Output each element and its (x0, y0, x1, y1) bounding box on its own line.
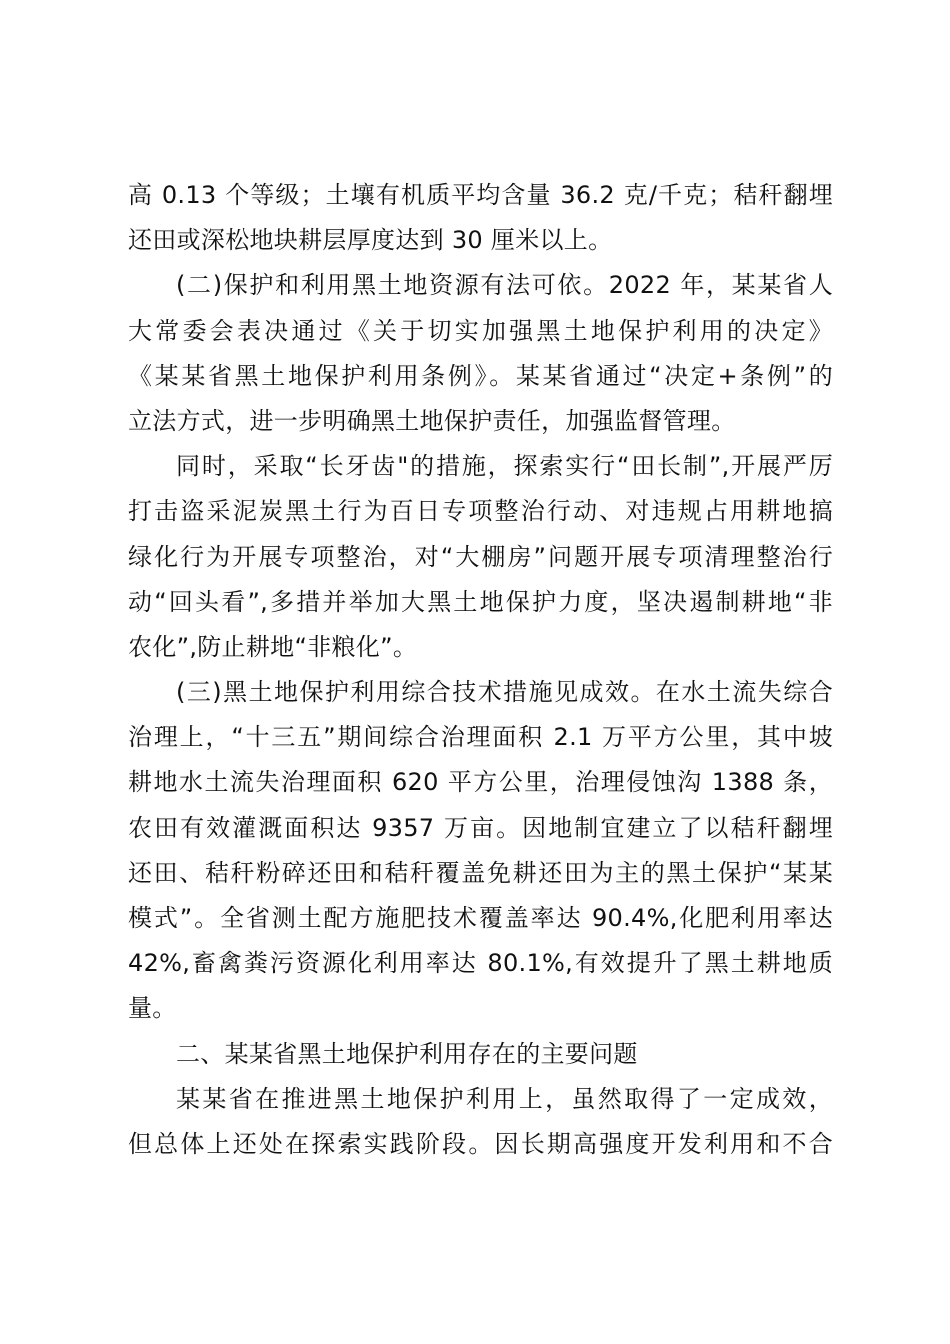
paragraph-start-line: (三)黑土地保护利用综合技术措施见成效。在水土流失综合 (176, 678, 833, 707)
paragraph-start-line: 某某省在推进黑土地保护利用上，虽然取得了一定成效， (176, 1084, 833, 1113)
text-line: 高 0.13 个等级；土壤有机质平均含量 36.2 克/千克；秸秆翻埋 (128, 181, 833, 209)
text-line: 42%,畜禽粪污资源化利用率达 80.1%,有效提升了黑土耕地质 (128, 949, 833, 978)
text-line: 立法方式，进一步明确黑土地保护责任，加强监督管理。 (128, 406, 736, 435)
text-line: 治理上，“十三五”期间综合治理面积 2.1 万平方公里，其中坡 (128, 723, 833, 752)
text-line: 打击盗采泥炭黑土行为百日专项整治行动、对违规占用耕地搞 (128, 497, 833, 526)
text-line: 动“回头看”,多措并举加大黑土地保护力度，坚决遏制耕地“非 (128, 587, 833, 616)
text-line: 还田、秸秆粉碎还田和秸秆覆盖免耕还田为主的黑土保护“某某 (128, 858, 833, 887)
text-line: 耕地水土流失治理面积 620 平方公里，治理侵蚀沟 1388 条， (128, 768, 833, 797)
text-line: 量。 (128, 994, 177, 1023)
text-line: 但总体上还处在探索实践阶段。因长期高强度开发利用和不合 (128, 1129, 833, 1158)
text-line: 模式”。全省测土配方施肥技术覆盖率达 90.4%,化肥利用率达 (128, 904, 833, 932)
text-line: 绿化行为开展专项整治，对“大棚房”问题开展专项清理整治行 (128, 542, 833, 571)
text-line: 农田有效灌溉面积达 9357 万亩。因地制宜建立了以秸秆翻埋 (128, 813, 833, 842)
paragraph-start-line: (二)保护和利用黑土地资源有法可依。2022 年，某某省人 (176, 271, 833, 300)
text-line: 还田或深松地块耕层厚度达到 30 厘米以上。 (128, 226, 613, 255)
paragraph-start-line: 同时，采取“长牙齿"的措施，探索实行“田长制”,开展严厉 (176, 452, 833, 481)
text-line: 《某某省黑土地保护利用条例》。某某省通过“决定+条例”的 (128, 361, 833, 390)
section-heading: 二、某某省黑土地保护利用存在的主要问题 (176, 1039, 638, 1068)
text-line: 农化”,防止耕地“非粮化”。 (128, 632, 418, 661)
document-body (128, 173, 833, 1167)
text-line: 大常委会表决通过《关于切实加强黑土地保护利用的决定》 (128, 316, 833, 345)
